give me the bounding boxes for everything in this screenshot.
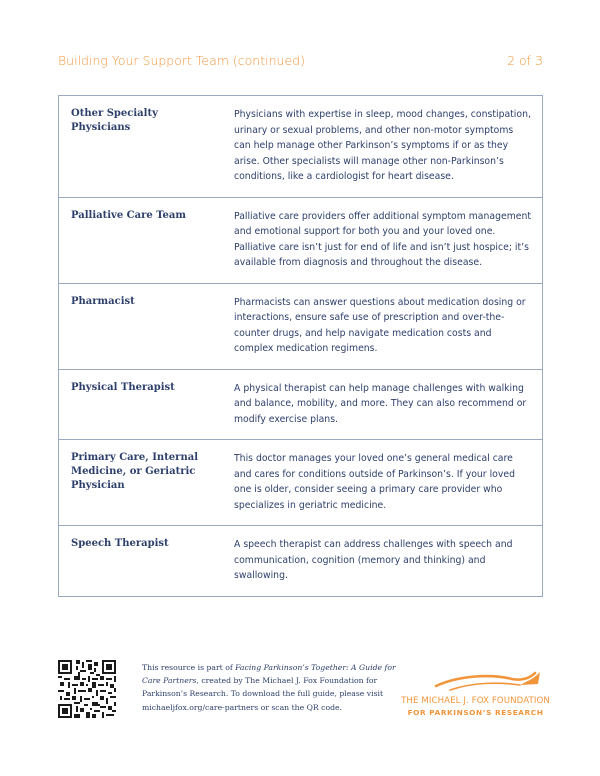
role-cell: Physical Therapist: [59, 369, 225, 440]
role-cell: Speech Therapist: [59, 526, 225, 597]
description-cell: A speech therapist can address challenges with speech and communication, cognition (memory and thinking) and swallowing.: [224, 526, 543, 597]
support-team-table: [58, 95, 543, 597]
description-cell: Palliative care providers offer additional symptom management and emotional support for both you and your loved one. Palliative care isn’t just for end of life and isn’t just hospice; it’s available from diagnosis and throughout the disease.: [224, 197, 543, 283]
table-row: [59, 526, 543, 597]
table-row: [59, 197, 543, 283]
footer-text-start: This resource is part of: [142, 663, 236, 672]
footer-note: [142, 661, 410, 714]
table-row: [59, 369, 543, 440]
qr-code-icon[interactable]: [58, 660, 116, 718]
table-row: [59, 96, 543, 198]
role-cell: Primary Care, Internal Medicine, or Geriatric Physician: [59, 440, 225, 526]
guide-title: Facing Parkinson’s Together: A Guide for Care Partners: [142, 663, 396, 686]
description-cell: A physical therapist can help manage challenges with walking and balance, mobility, and more. They can also recommend or modify exercise plans.: [224, 369, 543, 440]
logo-name: THE MICHAEL J. FOX FOUNDATION: [401, 696, 550, 706]
header-title: Building Your Support Team (continued): [58, 53, 305, 68]
description-cell: This doctor manages your loved one’s general medical care and cares for conditions outside of Parkinson’s. If your loved one is older, consider seeing a primary care provider who specializes in geriatric medicine.: [224, 440, 543, 526]
page-number: 2 of 3: [507, 53, 543, 68]
page-footer: [58, 660, 560, 720]
role-cell: Palliative Care Team: [59, 197, 225, 283]
footer-text-end: , created by The Michael J. Fox Foundation for Parkinson’s Research. To download the full guide, please visit michaeljfox.org/care-partners or scan the QR code.: [142, 676, 384, 712]
role-cell: Pharmacist: [59, 283, 225, 369]
foundation-logo[interactable]: [388, 668, 563, 718]
page-header: [58, 53, 543, 68]
description-cell: Pharmacists can answer questions about medication dosing or interactions, ensure safe use of prescription and over-the-counter drugs, and help navigate medication costs and complex medication regimens.: [224, 283, 543, 369]
table-row: [59, 283, 543, 369]
description-cell: Physicians with expertise in sleep, mood changes, constipation, urinary or sexual problems, and other non-motor symptoms can help manage other Parkinson’s symptoms if or as they arise. Other specialists will manage other non-Parkinson’s conditions, like a cardiologist for heart disease.: [224, 96, 543, 198]
logo-subtitle: FOR PARKINSON’S RESEARCH: [407, 708, 544, 717]
role-cell: Other Specialty Physicians: [59, 96, 225, 198]
logo-swoosh-icon: [388, 668, 563, 696]
table-row: [59, 440, 543, 526]
